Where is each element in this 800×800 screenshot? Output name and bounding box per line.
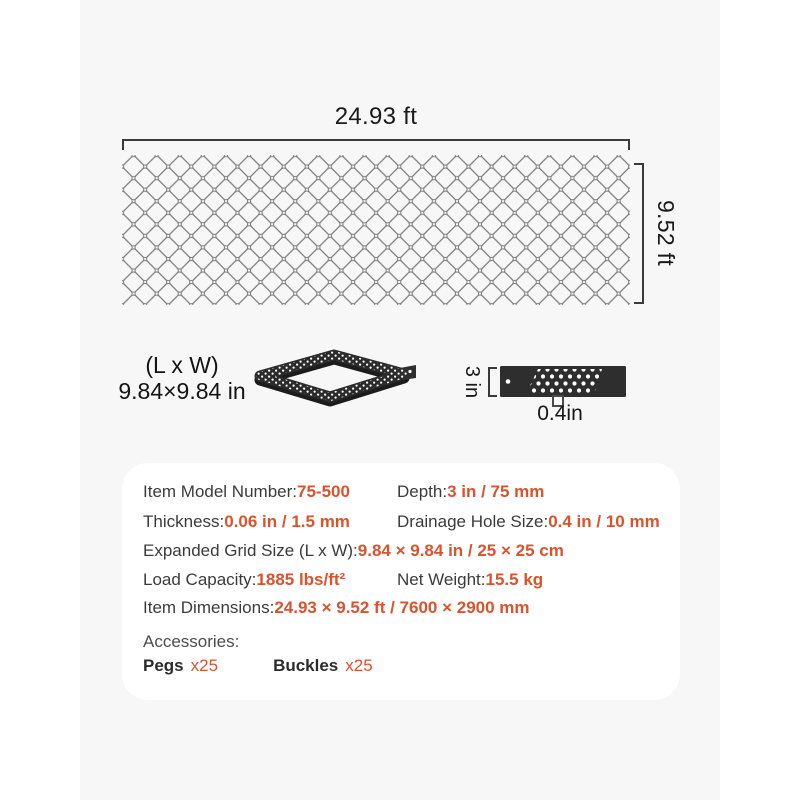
spec-item-dimensions [143, 598, 530, 618]
spec-drainage-hole-label: Drainage Hole Size: [397, 512, 549, 531]
strip-height-label: 3 in [461, 365, 483, 399]
spec-load-capacity-value: 1885 lbs/ft² [256, 570, 346, 589]
accessories-row [143, 656, 373, 676]
grid-width-dimension-label: 24.93 ft [334, 103, 418, 130]
spec-item-dimensions-value: 24.93 × 9.52 ft / 7600 × 2900 mm [274, 598, 530, 617]
spec-thickness-value: 0.06 in / 1.5 mm [224, 512, 350, 531]
spec-load-capacity-label: Load Capacity: [143, 570, 257, 589]
spec-expanded-grid-value: 9.84 × 9.84 in / 25 × 25 cm [357, 541, 564, 560]
accessory-pegs-label: Pegs [143, 656, 184, 675]
width-dimension-line [122, 139, 630, 151]
spec-item-dimensions-label: Item Dimensions: [143, 598, 275, 617]
geocell-cell-illustration [250, 348, 420, 408]
cell-size-label-line1: (L x W) [145, 352, 219, 378]
spec-item-model-label: Item Model Number: [143, 482, 297, 501]
cell-size-label-line2: 9.84×9.84 in [118, 378, 246, 404]
perforated-strip-illustration [500, 366, 626, 397]
spec-drainage-hole [397, 512, 660, 532]
accessories-heading: Accessories: [143, 632, 240, 651]
spec-drainage-hole-value: 0.4 in / 10 mm [548, 512, 660, 531]
product-image-canvas [80, 0, 720, 800]
spec-item-model [143, 482, 350, 502]
spec-thickness-label: Thickness: [143, 512, 225, 531]
spec-depth [397, 482, 544, 502]
spec-thickness [143, 512, 350, 532]
height-dimension-line [634, 163, 644, 304]
spec-depth-label: Depth: [397, 482, 448, 501]
accessory-pegs-qty: x25 [190, 656, 219, 675]
spec-card [122, 463, 680, 700]
expanded-grid-mesh-illustration [122, 155, 630, 305]
spec-item-model-value: 75-500 [297, 482, 350, 501]
strip-height-bracket [488, 367, 497, 397]
drainage-hole-size-label: 0.4in [537, 402, 583, 425]
cell-size-label [92, 352, 272, 404]
spec-depth-value: 3 in / 75 mm [447, 482, 545, 501]
spec-net-weight [397, 570, 543, 590]
accessory-buckles-qty: x25 [345, 656, 373, 675]
spec-expanded-grid [143, 541, 564, 561]
spec-load-capacity [143, 570, 345, 590]
spec-expanded-grid-label: Expanded Grid Size (L x W): [143, 541, 358, 560]
accessory-buckles-label: Buckles [273, 656, 339, 675]
spec-net-weight-label: Net Weight: [397, 570, 486, 589]
spec-net-weight-value: 15.5 kg [485, 570, 544, 589]
grid-height-dimension-label: 9.52 ft [653, 199, 679, 267]
